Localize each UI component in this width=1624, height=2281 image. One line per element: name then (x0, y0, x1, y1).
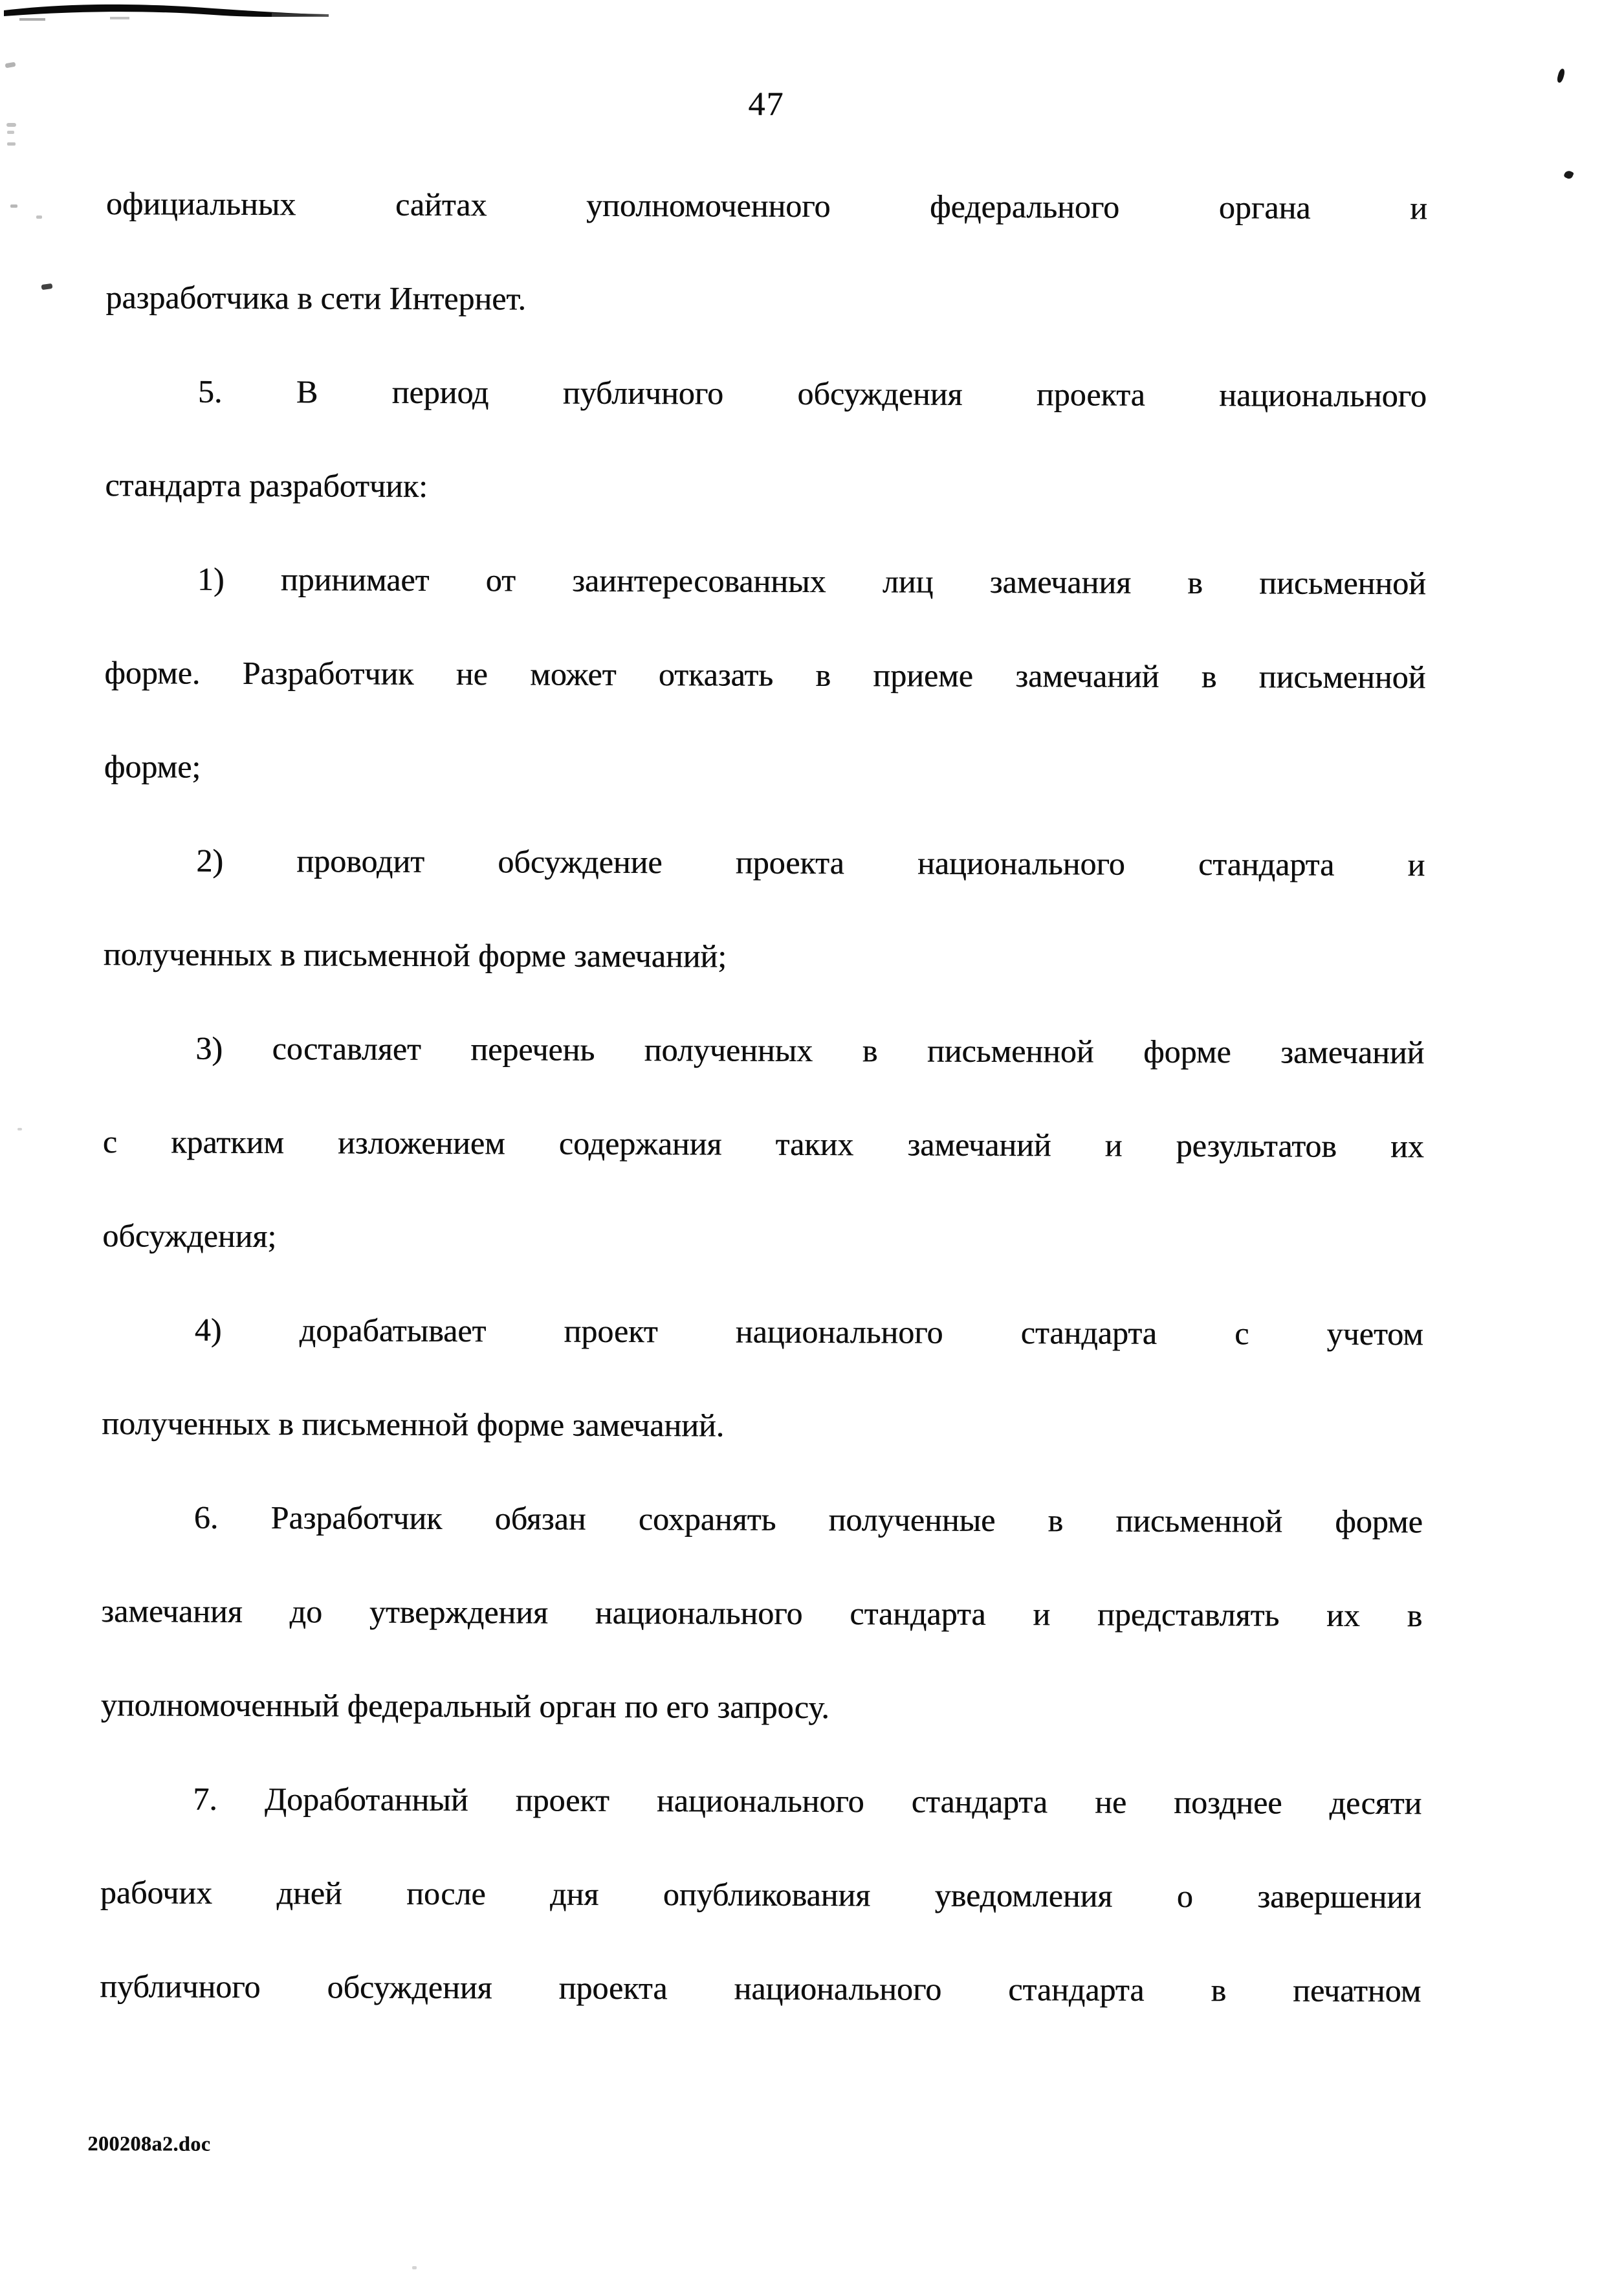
text-line: стандарта разработчик: (105, 467, 428, 504)
text-line: 5. В период публичного обсуждения проекта национального (197, 373, 1427, 414)
text-line: полученных в письменной форме замечаний; (103, 936, 727, 975)
scan-streak-artifact (0, 0, 343, 39)
text-line: 1) принимает от заинтересованных лиц замечания в письменной (197, 560, 1426, 602)
footer-filename: 200208a2.doc (87, 2132, 211, 2155)
scan-speck (412, 2266, 417, 2269)
scan-speck (6, 123, 16, 127)
text-line: 4) дорабатывает проект национального стандарта с учетом (194, 1311, 1423, 1352)
text-line: с кратким изложением содержания таких замечаний и результатов их (102, 1123, 1424, 1165)
text-line: полученных в письменной форме замечаний. (102, 1405, 725, 1444)
text-line: 6. Разработчик обязан сохранять полученные в письменной форме (193, 1499, 1423, 1540)
text-line: официальных сайтах уполномоченного федерального органа и (105, 185, 1427, 226)
text-line: разработчика в сети Интернет. (105, 279, 527, 317)
scan-speck (7, 142, 16, 146)
text-line: 2) проводит обсуждение проекта национального стандарта и (196, 842, 1425, 883)
text-line: 3) составляет перечень полученных в письменной форме замечаний (195, 1030, 1425, 1071)
text-line: рабочих дней после дня опубликования уведомления о завершении (100, 1874, 1421, 1915)
scan-speck (10, 204, 17, 208)
document-body (100, 157, 1427, 2038)
text-line: форме; (104, 748, 201, 785)
scan-speck (17, 1128, 22, 1130)
text-line: замечания до утверждения национального стандарта и представлять их в (101, 1592, 1423, 1634)
scan-speck (36, 215, 42, 219)
text-line: форме. Разработчик не может отказать в приеме замечаний в письменной (104, 654, 1426, 696)
text-line: публичного обсуждения проекта национального стандарта в печатном (100, 1968, 1421, 2009)
scan-speck (7, 131, 14, 134)
page-number: 47 (748, 85, 785, 123)
text-line: 7. Доработанный проект национального стандарта не позднее десяти (193, 1780, 1422, 1822)
text-line: уполномоченный федеральный орган по его запросу. (100, 1686, 829, 1726)
text-line: обсуждения; (102, 1217, 277, 1255)
